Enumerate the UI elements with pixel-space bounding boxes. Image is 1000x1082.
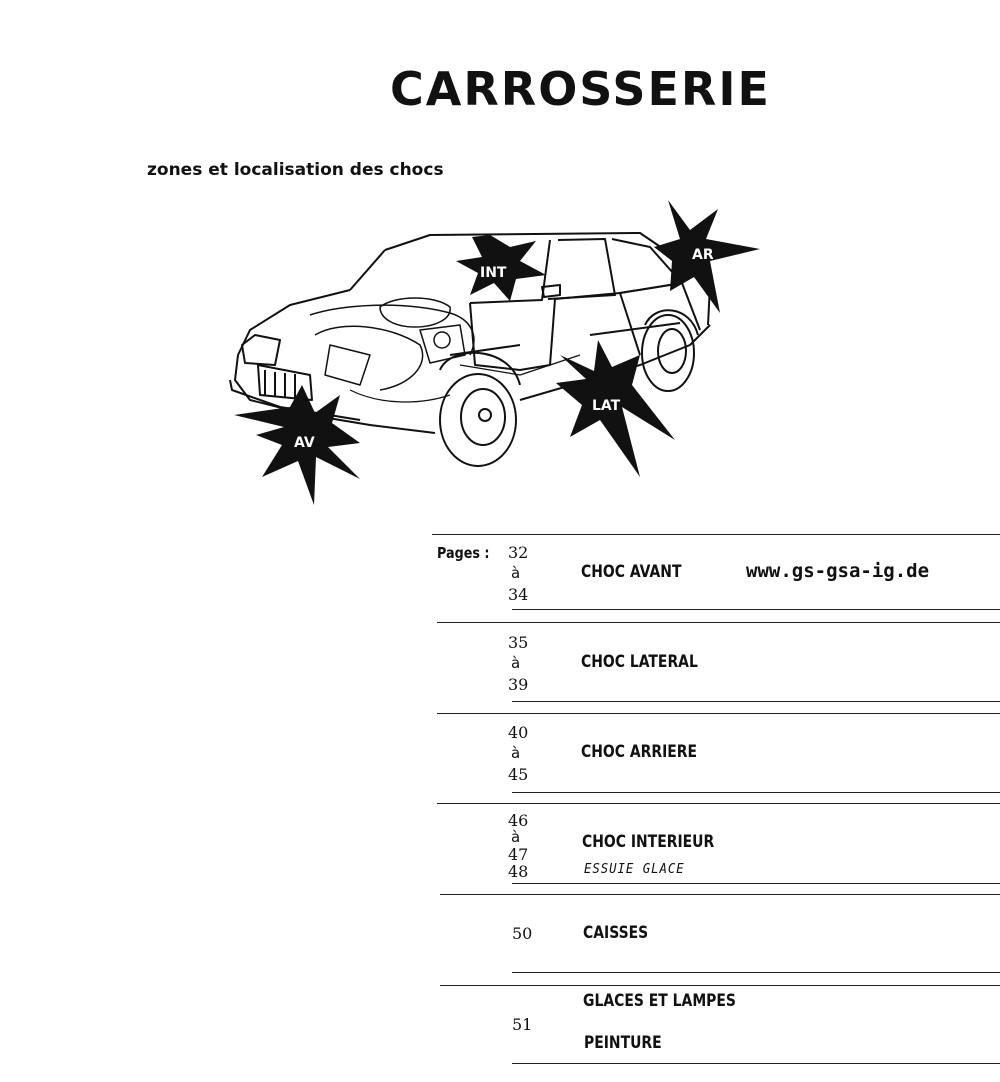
page-subtitle: zones et localisation des chocs <box>147 160 444 180</box>
rule-row2-bottom <box>512 701 1000 702</box>
pages-label: Pages : <box>437 544 490 562</box>
rule-row3-top <box>437 713 1000 714</box>
website-watermark: www.gs-gsa-ig.de <box>746 560 930 582</box>
row3-label: CHOC ARRIERE <box>581 742 698 762</box>
rule-row1-bottom <box>512 609 1000 610</box>
burst-label-int: INT <box>480 265 507 281</box>
row1-label: CHOC AVANT <box>581 562 682 582</box>
rule-row3-bottom <box>512 792 1000 793</box>
row4-note: ESSUIE GLACE <box>584 862 685 877</box>
rule-row4-top <box>437 803 1000 804</box>
rule-row5-bottom <box>512 972 1000 973</box>
burst-av <box>234 385 360 505</box>
car-illustration <box>220 195 780 515</box>
page-title: CARROSSERIE <box>390 62 771 116</box>
row4-pages: 46 à 47 48 <box>508 811 529 881</box>
row3-pages: 40 à 45 <box>508 723 529 784</box>
burst-ar <box>654 200 760 313</box>
rule-top <box>432 534 1000 535</box>
burst-label-lat: LAT <box>592 398 621 414</box>
row1-pages: 32 à 34 <box>508 543 529 604</box>
row4-label: CHOC INTERIEUR <box>582 832 715 852</box>
burst-label-ar: AR <box>692 247 714 263</box>
rule-row6-bottom <box>512 1063 1000 1064</box>
row5-pages: 50 <box>512 924 533 943</box>
rule-row4-bottom <box>512 883 1000 884</box>
row6-label2: PEINTURE <box>584 1033 662 1053</box>
row5-label: CAISSES <box>583 923 649 943</box>
rule-row6-top <box>440 985 1000 986</box>
rule-row5-top <box>440 894 1000 895</box>
row2-pages: 35 à 39 <box>508 633 529 694</box>
rule-row2-top <box>437 622 1000 623</box>
burst-lat <box>556 340 675 477</box>
burst-label-av: AV <box>294 435 315 451</box>
row2-label: CHOC LATERAL <box>581 652 698 672</box>
row6-pages: 51 <box>512 1015 533 1034</box>
row6-label: GLACES ET LAMPES <box>583 991 736 1011</box>
burst-int <box>456 235 546 301</box>
